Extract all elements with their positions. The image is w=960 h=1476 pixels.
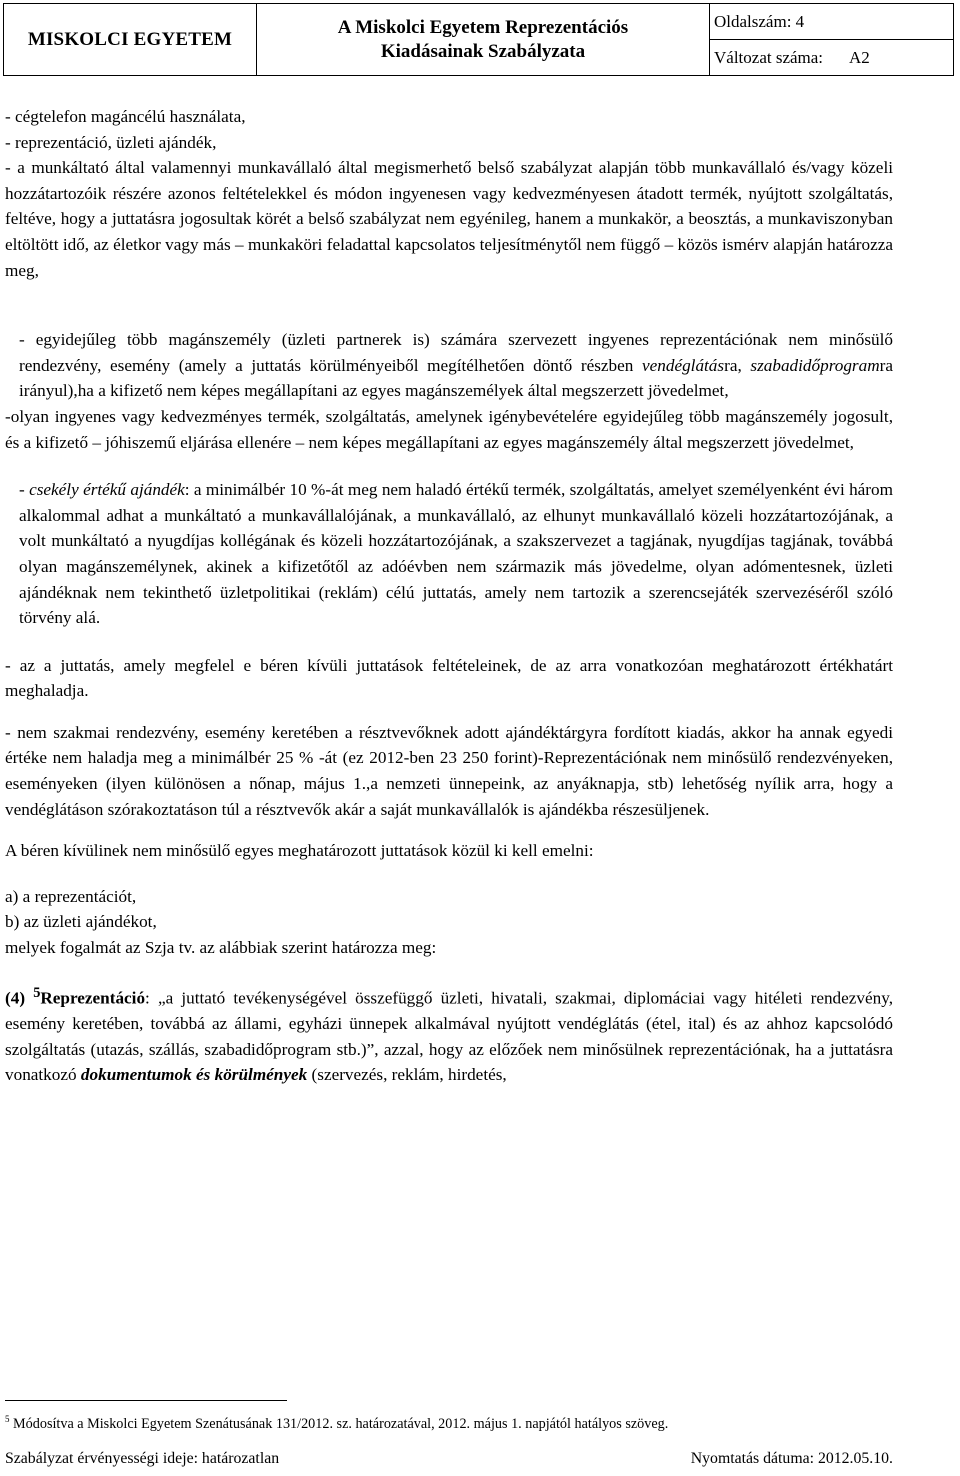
paragraph: - nem szakmai rendezvény, esemény keretében a résztvevőknek adott ajándéktárgyra fordított kiadás, akkor ha annak egyedi értéke nem haladja meg a minimálbér 25 % -át (ez 2012-ben 23 250 forint)-Reprezentációnak nem minősülő rendezvényeken, eseményeken (ilyen különösen a nőnap, május 1.,a nemzeti ünnepeink, az anyáknapja, stb) lehetőség nyílik arra, hogy a vendéglátáson szórakoztatáson túl a résztvevők akár a saját munkavállalók is ajándékba részesüljenek. [5, 722, 893, 819]
page-number: 4 [795, 11, 805, 31]
version-cell [710, 39, 953, 75]
paragraph: melyek fogalmát az Szja tv. az alábbiak szerint határozza meg: [5, 938, 437, 958]
document-title-line1: A Miskolci Egyetem Reprezentációs [337, 16, 629, 38]
document-header [3, 3, 954, 76]
version-label: Változat száma: [714, 47, 824, 67]
version-value: A2 [849, 47, 870, 67]
footnote-ref: 5 [33, 984, 41, 1001]
definition-paragraph: (4) $^5$Reprezentáció: „a juttató tevékenységével összefüggő üzleti, hivatali, szakmai, diplomáciai vagy hitéleti rendezvény, esemény keretében, továbbá az állami, egyházi ünnepek alkalmával nyújtott vendéglátás (étel, ital) és az ahhoz kapcsolódó szolgáltatás (utazás, szállás, szabadidőprogram stb.)”, azzal, hogy az előzőek nem minősülnek reprezentációnak, ha a juttatásra vonatkozó dokumentumok és körülmények (szervezés, reklám, hirdetés, [5, 984, 894, 1085]
list-item: - reprezentáció, üzleti ajándék, [5, 132, 217, 152]
paragraph: - csekély értékű ajándék: a minimálbér 10 %-át meg nem haladó értékű termék, szolgáltatás, amelyet személyenként évi három alkalommal adhat a munkáltató a munkavállalójának, a munkavállaló, az elhunyt munkavállaló közeli hozzátartozójának, a volt munkáltató a nyugdíjas kollégának és közeli hozzátartozójának, a szakszervezet a tagjának, nyugdíjas tagjának, továbbá olyan magánszemélynek, akinek a kifizetőtől az adóévben nem származik más jövedelme, olyan adómentesnek, üzleti ajándéknak nem tekinthető üzletpolitikai (reklám) célú juttatás, amely nem tartozik a szerencsejáték szervezéséről szóló törvény alá. [19, 480, 893, 628]
header-meta [710, 4, 953, 75]
list-item: - a munkáltató által valamennyi munkavállaló által megismerhető belső szabályzat alapján több munkavállaló és/vagy közeli hozzátartozóik részére azonos feltételekkel és módon ingyenesen vagy kedvezményesen átadott termék, nyújtott szolgáltatás, feltéve, hogy a juttatásra jogosultak körét a belső szabályzat nem egyénileg, hanem a munkakör, a beosztás, a munkaviszonyban eltöltött idő, az életkor vagy más – munkaköri feladattal kapcsolatos teljesítménytől nem függő – közös ismérv alapján határozza meg, [5, 158, 893, 280]
list-item: b) az üzleti ajándékot, [5, 912, 157, 932]
list-item: a) a reprezentációt, [5, 886, 137, 906]
paragraph: - az a juttatás, amely megfelel e béren kívüli juttatások feltételeinek, de az arra vonatkozóan meghatározott értékhatárt meghaladja. [5, 655, 893, 701]
page-footer [5, 1450, 893, 1468]
document-title-line2: Kiadásainak Szabályzata [380, 40, 586, 62]
footnote: $^5$ Módosítva a Miskolci Egyetem Szenátusának 131/2012. sz. határozatával, 2012. május 1. napjától hatályos szöveg. [5, 1414, 669, 1432]
print-date: Nyomtatás dátuma: 2012.05.10. [690, 1450, 893, 1467]
page-label: Oldalszám: [714, 11, 792, 31]
paragraph: A béren kívülinek nem minősülő egyes meghatározott juttatások közül ki kell emelni: [5, 841, 594, 861]
page-number-cell [710, 4, 953, 39]
document-title [257, 4, 710, 75]
footnote-divider [5, 1400, 287, 1401]
document-body [5, 104, 893, 1088]
institution-name: MISKOLCI EGYETEM [4, 4, 257, 75]
paragraph: -olyan ingyenes vagy kedvezményes termék, szolgáltatás, amelynek igénybevételére egyidejűleg több magánszemély jogosult, és a kifizető – jóhiszemű eljárása ellenére – nem képes megállapítani az egyes magánszemély által megszerzett jövedelmet, [5, 406, 893, 452]
paragraph: - egyidejűleg több magánszemély (üzleti partnerek is) számára szervezett ingyenes reprezentációnak nem minősülő rendezvény, esemény (amely a juttatás körülményeiből megítélhetően döntő részben vendéglátásra, szabadidőprogramra irányul),ha a kifizető nem képes megállapítani az egyes magánszemélyek által megszerzett jövedelmet, [19, 330, 893, 401]
list-item: - cégtelefon magáncélú használata, [5, 107, 246, 126]
validity-text: Szabályzat érvényességi ideje: határozatlan [5, 1450, 280, 1467]
